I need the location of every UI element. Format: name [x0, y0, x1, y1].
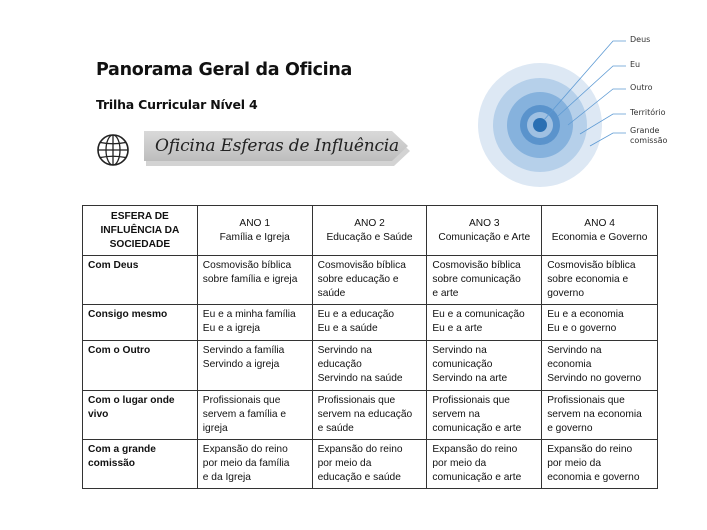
table-cell: Eu e a minha família Eu e a igreja [197, 305, 312, 341]
table-cell: Servindo a família Servindo a igreja [197, 341, 312, 391]
curriculum-table [82, 205, 658, 489]
spheres-diagram [476, 30, 626, 190]
table-cell: Profissionais que servem na educação e saúde [312, 391, 427, 440]
column-header-ano-1: ANO 1 Família e Igreja [197, 206, 312, 256]
table-cell: Servindo na economia Servindo no governo [542, 341, 658, 391]
label-grande-comissao: Grande comissão [630, 126, 668, 145]
table-header-row [83, 206, 658, 256]
corner-header: ESFERA DE INFLUÊNCIA DA SOCIEDADE [83, 206, 198, 256]
row-head-consigo-mesmo: Consigo mesmo [83, 305, 198, 341]
table-cell: Expansão do reino por meio da comunicação e arte [427, 440, 542, 489]
table-row [83, 391, 658, 440]
table-cell: Eu e a economia Eu e o governo [542, 305, 658, 341]
column-header-ano-4: ANO 4 Economia e Governo [542, 206, 658, 256]
table-cell: Cosmovisão bíblica sobre educação e saúde [312, 256, 427, 305]
globe-icon [96, 133, 130, 167]
table-cell: Cosmovisão bíblica sobre família e igreja [197, 256, 312, 305]
label-territorio: Território [630, 108, 666, 117]
table-cell: Expansão do reino por meio da educação e saúde [312, 440, 427, 489]
table-row [83, 256, 658, 305]
banner-label: Oficina Esferas de Influência [155, 136, 399, 156]
table-cell: Servindo na comunicação Servindo na arte [427, 341, 542, 391]
table-cell: Cosmovisão bíblica sobre comunicação e arte [427, 256, 542, 305]
table-row [83, 341, 658, 391]
column-header-ano-3: ANO 3 Comunicação e Arte [427, 206, 542, 256]
page-title: Panorama Geral da Oficina [96, 60, 353, 80]
table-cell: Servindo na educação Servindo na saúde [312, 341, 427, 391]
label-deus: Deus [630, 35, 651, 44]
table-cell: Cosmovisão bíblica sobre economia e governo [542, 256, 658, 305]
table-cell: Eu e a educação Eu e a saúde [312, 305, 427, 341]
label-outro: Outro [630, 83, 653, 92]
label-eu: Eu [630, 60, 641, 69]
table-cell: Expansão do reino por meio da família e da Igreja [197, 440, 312, 489]
table-cell: Expansão do reino por meio da economia e governo [542, 440, 658, 489]
row-head-com-a-grande-comissao: Com a grande comissão [83, 440, 198, 489]
table-cell: Eu e a comunicação Eu e a arte [427, 305, 542, 341]
row-head-com-o-outro: Com o Outro [83, 341, 198, 391]
table-row [83, 440, 658, 489]
page-subtitle: Trilha Curricular Nível 4 [96, 97, 258, 112]
column-header-ano-2: ANO 2 Educação e Saúde [312, 206, 427, 256]
table-cell: Profissionais que servem na comunicação e arte [427, 391, 542, 440]
table-cell: Profissionais que servem a família e igreja [197, 391, 312, 440]
table-cell: Profissionais que servem na economia e governo [542, 391, 658, 440]
table-row [83, 305, 658, 341]
row-head-com-o-lugar: Com o lugar onde vivo [83, 391, 198, 440]
ring-deus [533, 118, 547, 132]
row-head-com-deus: Com Deus [83, 256, 198, 305]
